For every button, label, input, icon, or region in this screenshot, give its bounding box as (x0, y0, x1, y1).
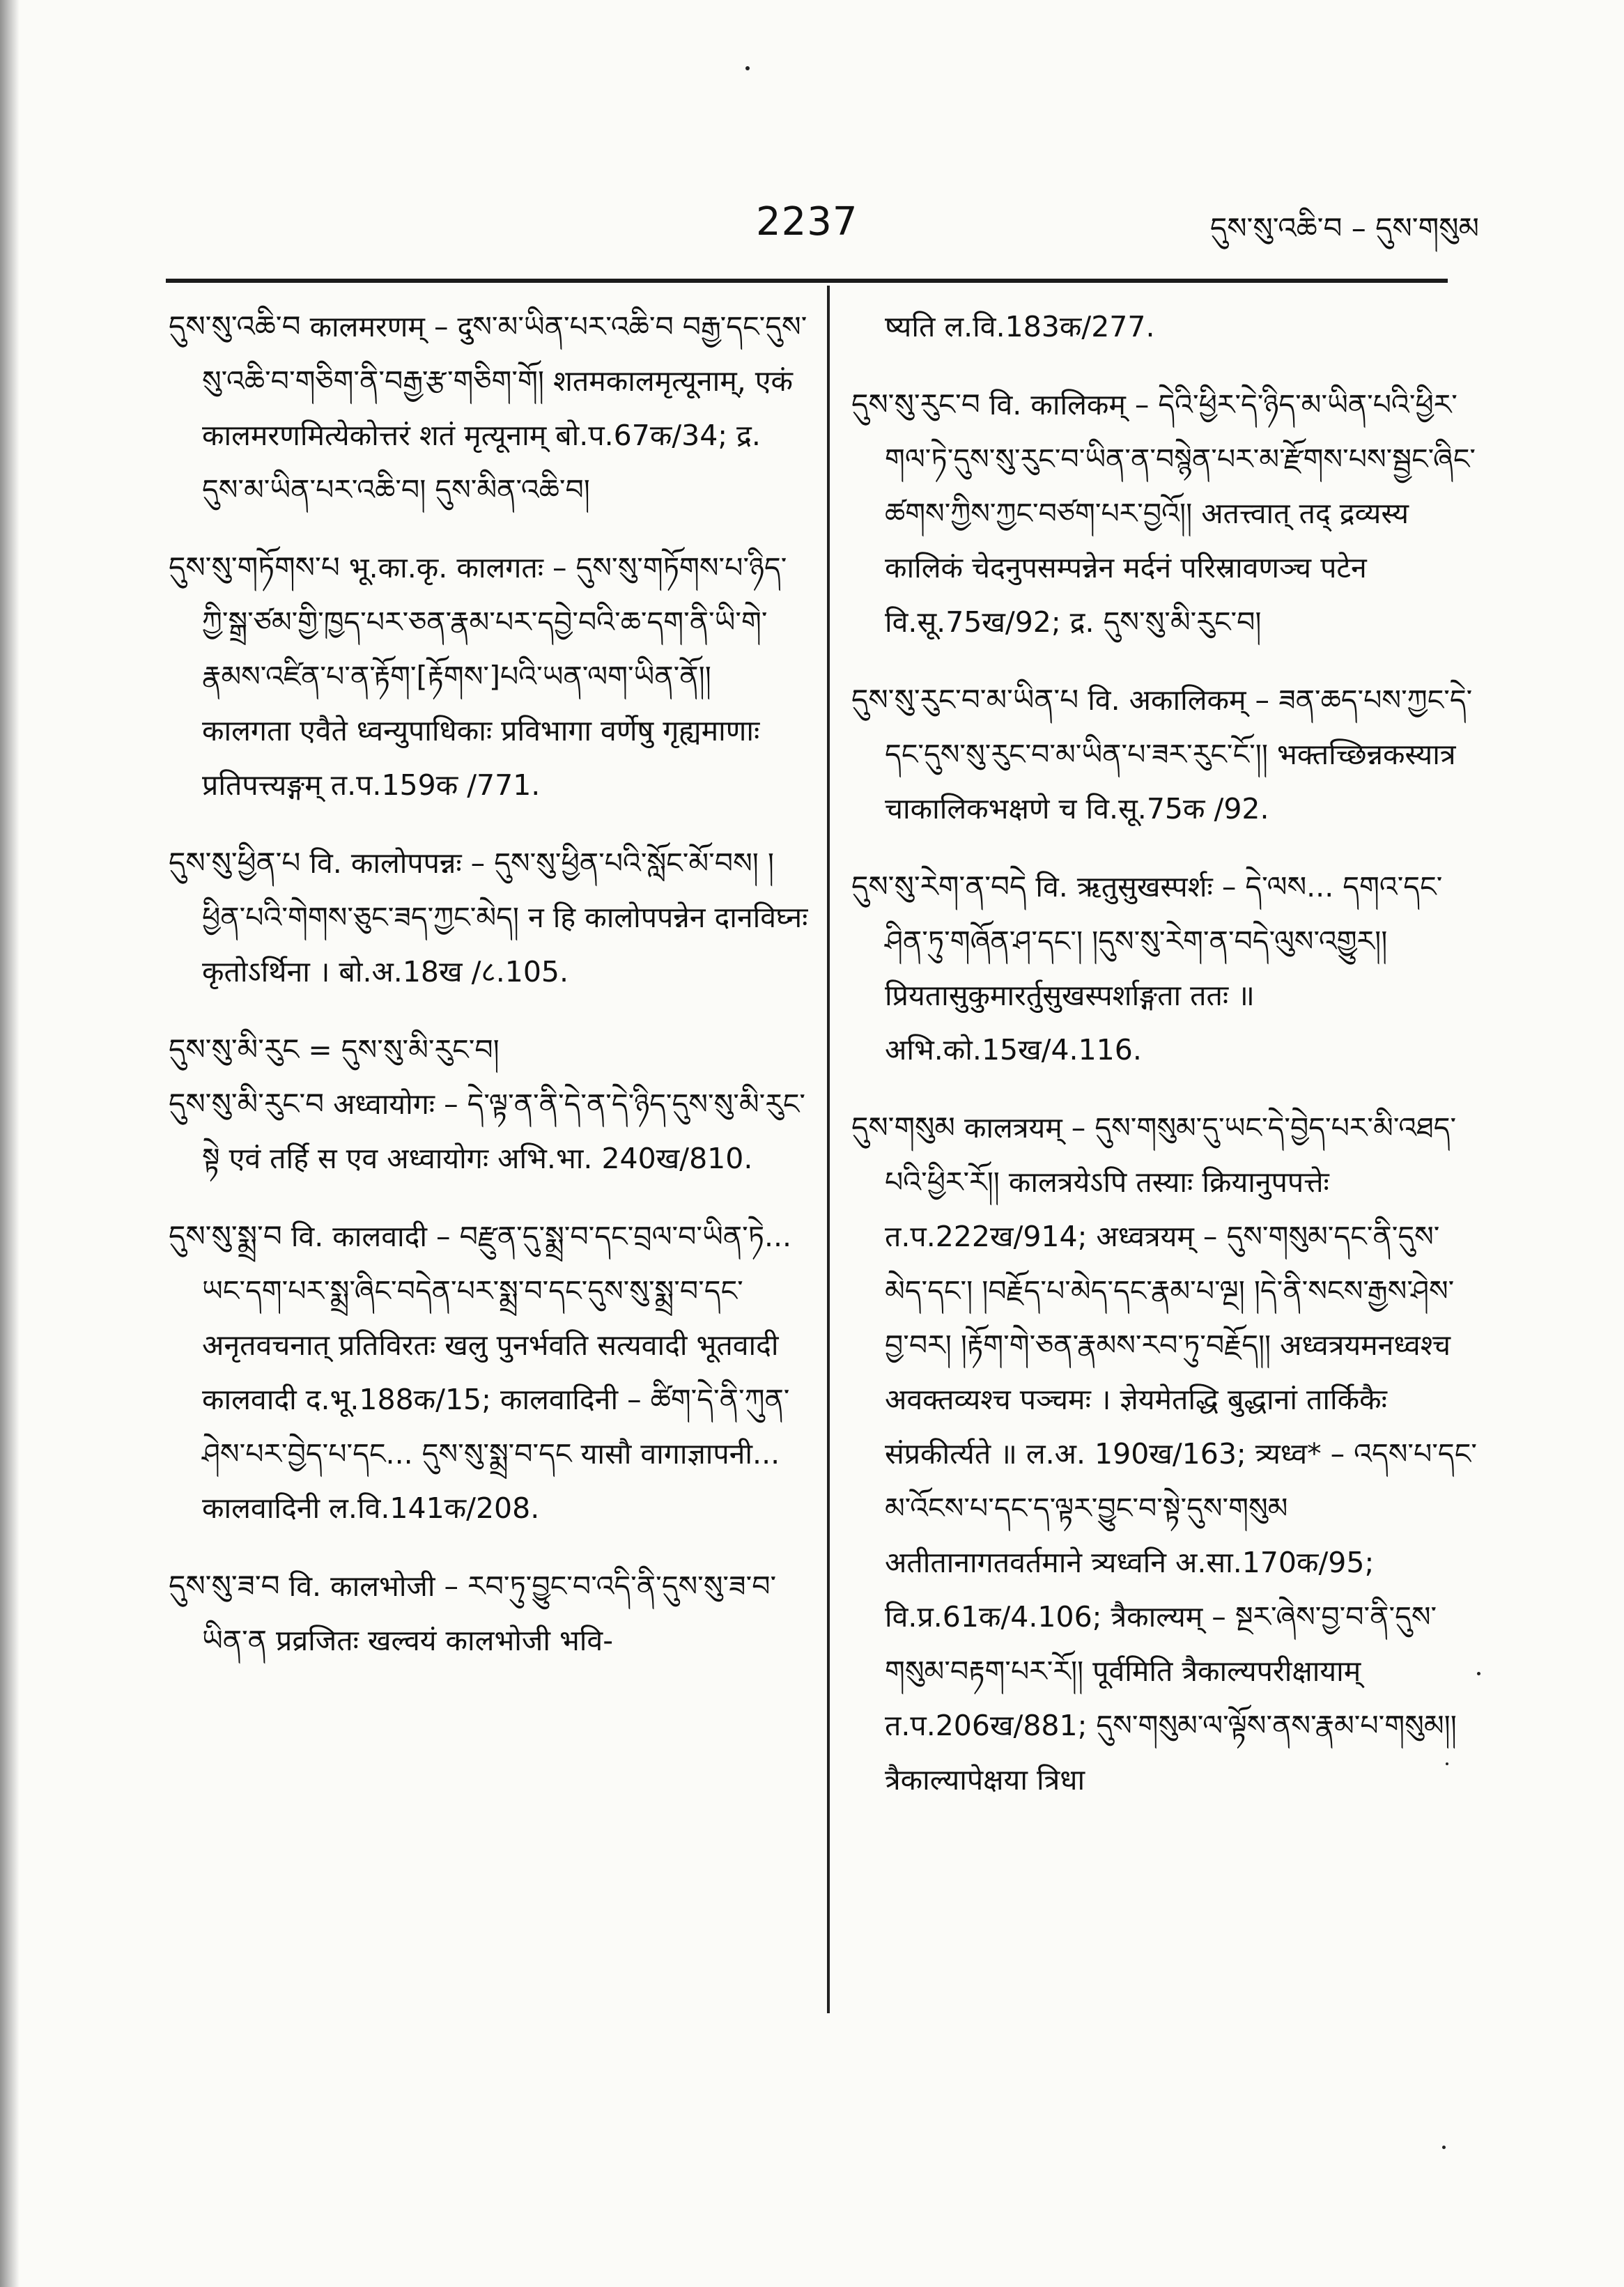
entry-text: वि. कालवादी – བརྫུན་དུ་སྨྲ་བ་དང་བྲལ་བ་ཡིན་ཏེ... ཡང་དག་པར་སྨྲ་ཞིང་བདེན་པར་སྨྲ་བ་དང་དུས་སུ་སྨྲ་བ་དང་ अनृतवचनात् प्रतिविरतः खलु पुनर्भवति सत्यवादी भूतवादी कालवादी द.भू.188क/15; कालवादिनी – ཚིག་དེ་ནི་ཀུན་ཤེས་པར་བྱེད་པ་དང... དུས་སུ་སྨྲ་བ་དང यासौ वागाज्ञापनी... कालवादिनी ल.वि.141क/208. (202, 1220, 792, 1525)
column-divider (827, 286, 830, 2013)
entry-headword: དུས་སུ་མི་རུང (169, 1032, 300, 1067)
dictionary-entry (169, 1559, 808, 1668)
entry-continuation (851, 300, 1478, 354)
dictionary-entry (851, 860, 1478, 1077)
dictionary-entry (169, 300, 808, 517)
ink-speck (745, 66, 750, 70)
entry-headword: དུས་སུ་ཕྱིན་པ (169, 846, 301, 880)
entry-headword: དུས་སུ་རུང་བ (851, 387, 980, 421)
right-column (851, 300, 1478, 1831)
dictionary-entry (851, 1101, 1478, 1807)
entry-headword: དུས་གསུམ (851, 1110, 955, 1145)
entry-headword: དུས་སུ་མི་རུང་བ (169, 1087, 325, 1121)
entry-headword: དུས་སུ་གཏོགས་པ (169, 550, 340, 584)
entry-headword: དུས་སུ་རུང་བ་མ་ཡིན་པ (851, 683, 1079, 717)
entry-headword: དུས་སུ་འཆི་བ (169, 309, 301, 343)
entry-text: कालत्रयम् – དུས་གསུམ་དུ་ཡང་དེ་བྱེད་པར་མི་འཐད་པའི་ཕྱིར་རོ།། कालत्रयेऽपि तस्याः क्रियानुपपत्तेः त.प.222ख/914; अध्वत्रयम् – དུས་གསུམ་དང་ནི་དུས་མེད་དང་། །བརྗོད་པ་མེད་དང་རྣམ་པ་ལྔ། །དེ་ནི་སངས་རྒྱས་ཤེས་བྱ་བར། །རྟོག་གེ་ཅན་རྣམས་རབ་ཏུ་བརྗོད།། अध्वत्रयमनध्वश्च अवक्तव्यश्च पञ्चमः । ज्ञेयमेतद्धि बुद्धानां तार्किकैः संप्रकीर्त्यते ॥ ल.अ. 190ख/163; त्र्यध्व* – འདས་པ་དང་མ་འོངས་པ་དང་ད་ལྟར་བྱུང་བ་སྟེ་དུས་གསུམ अतीतानागतवर्तमाने त्र्यध्वनि अ.सा.170क/95; वि.प्र.61क/4.106; त्रैकाल्यम् – སྔར་ཞེས་བྱ་བ་ནི་དུས་གསུམ་བརྟག་པར་རོ།། पूर्वमिति त्रैकाल्यपरीक्षायाम् त.प.206ख/881; དུས་གསུམ་ལ་ལྟོས་ནས་རྣམ་པ་གསུམ།། त्रैकाल्यापेक्षया त्रिधा (885, 1111, 1477, 1797)
entry-text: वि. कालभोजी – རབ་ཏུ་བྱུང་བ་འདི་ནི་དུས་སུ་ཟ་བ་ཡིན་ན प्रव्रजितः खल्वयं कालभोजी भवि- (202, 1569, 777, 1657)
entry-text: अध्वायोगः – དེ་ལྟ་ན་ནི་དེ་ན་དེ་ཉིད་དུས་སུ་མི་རུང་སྟེ एवं तर्हि स एव अध्वायोगः अभि.भा. 240ख/810. (202, 1087, 806, 1175)
dictionary-entry (169, 541, 808, 812)
dictionary-entry (169, 1209, 808, 1535)
entry-text: वि. अकालिकम् – ཟན་ཆད་པས་ཀྱང་དེ་དང་དུས་སུ་རུང་བ་མ་ཡིན་པ་ཟར་རུང་ངོ་།། भक्तच्छिन्नकस्यात्र चाकालिकभक्षणे च वि.सू.75क /92. (885, 683, 1473, 825)
entry-text: भू.का.कृ. कालगतः – དུས་སུ་གཏོགས་པ་ཉིད་ཀྱི་སྒྲ་ཙམ་གྱི་ཁྱད་པར་ཅན་རྣམ་པར་དབྱེ་བའི་ཆ་དག་ནི་ཡི་གེ་རྣམས་འཛིན་པ་ན་རྟོག་[རྟོགས་]པའི་ཡན་ལག་ཡིན་ནོ།། कालगता एवैते ध्वन्युपाधिकाः प्रविभागा वर्णेषु गृह्यमाणाः प्रतिपत्त्यङ्गम् त.प.159क /771. (202, 551, 787, 802)
ink-speck (1442, 2146, 1446, 2149)
entry-headword: དུས་སུ་སྨྲ་བ (169, 1219, 282, 1253)
entry-text: कालमरणम् – दुས་མ་ཡིན་པར་འཆི་བ བརྒྱ་དང་དུས་སུ་འཆི་བ་གཅིག་ནི་བརྒྱ་རྩ་གཅིག་གོ། शतमकालमृत्यूनाम्, एकं कालमरणमित्येकोत्तरं शतं मृत्यूनाम् बो.प.67क/34; द्र. དུས་མ་ཡིན་པར་འཆི་བ། དུས་མིན་འཆི་བ། (202, 310, 807, 506)
dictionary-entry (851, 378, 1478, 649)
entry-headword: དུས་སུ་རེག་ན་བདེ (851, 869, 1027, 904)
entry-text: वि. कालिकम् – དེའི་ཕྱིར་དེ་ཉིད་མ་ཡིན་པའི་ཕྱིར་གལ་ཏེ་དུས་སུ་རུང་བ་ཡིན་ན་བསྙེན་པར་མ་རྫོགས་པས་སྦྱང་ཞིང་ཚགས་ཀྱིས་ཀྱང་བཙག་པར་བྱའོ།། अतत्त्वात् तद् द्रव्यस्य कालिकं चेदनुपसम्पन्नेन मर्दनं परिस्रावणञ्च पटेन वि.सू.75ख/92; द्र. དུས་སུ་མི་རུང་བ། (885, 388, 1476, 639)
dictionary-entry (851, 673, 1478, 836)
dictionary-entry (169, 1023, 808, 1077)
entry-text: ष्यति ल.वि.183क/277. (885, 310, 1155, 343)
running-head: དུས་སུ་འཆི་བ – དུས་གསུམ (1209, 211, 1479, 245)
left-column (169, 300, 808, 1691)
dictionary-entry (169, 1077, 808, 1186)
dictionary-entry (169, 836, 808, 999)
entry-headword: དུས་སུ་ཟ་བ (169, 1569, 280, 1603)
entry-text: वि. ऋतुसुखस्पर्शः – དེ་ལས... དགའ་དང་ཤིན་ཏུ་གཞོན་ཤ་དང་། །དུས་སུ་རེག་ན་བདེ་ལུས་འགྱུར།། प्रियतासुकुमारर्तुसुखस्पर्शाङ्गता ततः ॥ अभि.को.15ख/4.116. (885, 870, 1443, 1067)
page-number: 2237 (756, 199, 858, 245)
entry-text: वि. कालोपपन्नः – དུས་སུ་ཕྱིན་པའི་སློང་མོ་བས། །ཕྱིན་པའི་གེགས་ཅུང་ཟད་ཀྱང་མེད། न हि कालोपपन्नेन दानविघ्नः कृतोऽर्थिना । बो.अ.18ख /८.105. (202, 846, 808, 989)
entry-text: = དུས་སུ་མི་རུང་བ། (308, 1033, 500, 1067)
header-rule (166, 279, 1448, 283)
scanned-page-edge (0, 0, 20, 2287)
